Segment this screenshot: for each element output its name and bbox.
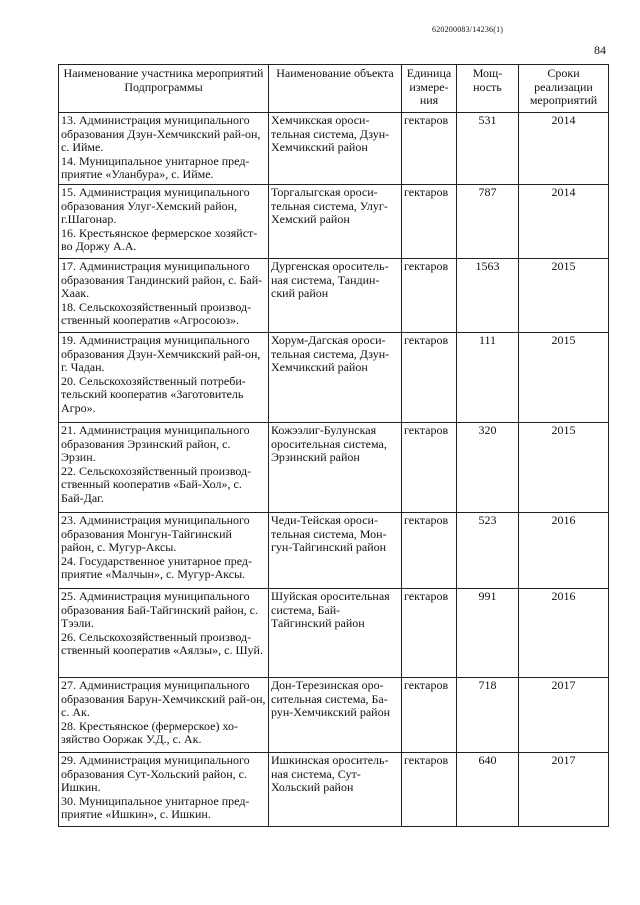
unit-cell: гектаров — [402, 333, 457, 423]
participant-entry: 21. Администрация муниципального образования Эрзинский район, с. Эрзин. — [61, 423, 250, 465]
participant-entry: 20. Сельскохозяйственный потреби-тельский кооператив «Заготовитель Агро». — [61, 373, 246, 415]
col-header-capacity: Мощ-ность — [457, 65, 519, 113]
capacity-cell: 111 — [457, 333, 519, 423]
participant-entry: 14. Муниципальное унитарное пред-приятие «Уланбура», с. Ийме. — [61, 153, 250, 182]
capacity-cell: 787 — [457, 185, 519, 259]
participant-entry: 28. Крестьянское (фермерское) хо-зяйство Ооржак У.Д., с. Ак. — [61, 718, 239, 747]
capacity-cell: 640 — [457, 753, 519, 827]
participant-entry: 29. Администрация муниципального образования Сут-Хольский район, с. Ишкин. — [61, 753, 250, 795]
table-row — [59, 259, 609, 333]
table-row — [59, 423, 609, 513]
capacity-cell: 1563 — [457, 259, 519, 333]
unit-cell: гектаров — [402, 423, 457, 513]
participant-entry: 15. Администрация муниципального образования Улуг-Хемский район, г.Шагонар. — [61, 185, 250, 227]
measures-table — [58, 64, 609, 827]
object-cell: Хорум-Дагская ороси-тельная система, Дзун-Хемчикский район — [269, 333, 402, 423]
object-cell: Кожээлиг-Булунская оросительная система, Эрзинский район — [269, 423, 402, 513]
object-cell: Дон-Терезинская оро-сительная система, Ба-рун-Хемчикский район — [269, 678, 402, 753]
participant-cell — [59, 513, 269, 589]
table-row — [59, 753, 609, 827]
participant-entry: 16. Крестьянское фермерское хозяйст-во Доржу А.А. — [61, 225, 258, 254]
unit-cell: гектаров — [402, 113, 457, 185]
col-header-participant: Наименование участника мероприятий Подпрограммы — [59, 65, 269, 113]
year-cell: 2015 — [519, 423, 609, 513]
table-row — [59, 185, 609, 259]
unit-cell: гектаров — [402, 678, 457, 753]
table-row — [59, 513, 609, 589]
capacity-cell: 718 — [457, 678, 519, 753]
participant-cell — [59, 589, 269, 678]
object-cell: Ишкинская ороситель-ная система, Сут-Хольский район — [269, 753, 402, 827]
participant-entry: 22. Сельскохозяйственный производ-ственный кооператив «Бай-Хол», с. Бай-Даг. — [61, 463, 252, 505]
object-cell: Хемчикская ороси-тельная система, Дзун-Хемчикский район — [269, 113, 402, 185]
participant-entry: 24. Государственное унитарное пред-приятие «Малчын», с. Мугур-Аксы. — [61, 553, 252, 582]
participant-cell — [59, 259, 269, 333]
object-cell: Шуйская оросительная система, Бай-Тайгинский район — [269, 589, 402, 678]
capacity-cell: 320 — [457, 423, 519, 513]
unit-cell: гектаров — [402, 259, 457, 333]
capacity-cell: 991 — [457, 589, 519, 678]
capacity-cell: 531 — [457, 113, 519, 185]
participant-cell — [59, 113, 269, 185]
object-cell: Чеди-Тейская ороси-тельная система, Мон-гун-Тайгинский район — [269, 513, 402, 589]
year-cell: 2014 — [519, 113, 609, 185]
page-number: 84 — [594, 43, 606, 57]
participant-cell — [59, 185, 269, 259]
col-header-object: Наименование объекта — [269, 65, 402, 113]
participant-cell — [59, 333, 269, 423]
participant-entry: 26. Сельскохозяйственный производ-ственный кооператив «Аялзы», с. Шуй. — [61, 629, 263, 658]
unit-cell: гектаров — [402, 753, 457, 827]
table-row — [59, 333, 609, 423]
year-cell: 2015 — [519, 333, 609, 423]
participant-entry: 18. Сельскохозяйственный производ-ственный кооператив «Агросоюз». — [61, 299, 252, 328]
participant-entry: 13. Администрация муниципального образования Дзун-Хемчикский рай-он, с. Ийме. — [61, 113, 261, 155]
table-row — [59, 113, 609, 185]
table-header-row — [59, 65, 609, 113]
participant-entry: 17. Администрация муниципального образования Тандинский район, с. Бай-Хаак. — [61, 259, 263, 301]
year-cell: 2014 — [519, 185, 609, 259]
year-cell: 2015 — [519, 259, 609, 333]
capacity-cell: 523 — [457, 513, 519, 589]
table-row — [59, 589, 609, 678]
document-code: 620200083/14236(1) — [432, 25, 504, 34]
unit-cell: гектаров — [402, 589, 457, 678]
participant-entry: 25. Администрация муниципального образования Бай-Тайгинский район, с. Тээли. — [61, 589, 258, 631]
participant-cell — [59, 753, 269, 827]
table-row — [59, 678, 609, 753]
col-header-unit: Единица измере-ния — [402, 65, 457, 113]
participant-entry: 23. Администрация муниципального образования Монгун-Тайгинский район, с. Мугур-Аксы. — [61, 513, 250, 555]
unit-cell: гектаров — [402, 185, 457, 259]
year-cell: 2017 — [519, 753, 609, 827]
participant-entry: 27. Администрация муниципального образования Барун-Хемчикский рай-он, с. Ак. — [61, 678, 266, 720]
participant-entry: 19. Администрация муниципального образования Дзун-Хемчикский рай-он, г. Чадан. — [61, 333, 261, 375]
object-cell: Дургенская ороситель-ная система, Тандин-ский район — [269, 259, 402, 333]
year-cell: 2016 — [519, 589, 609, 678]
participant-cell — [59, 423, 269, 513]
unit-cell: гектаров — [402, 513, 457, 589]
year-cell: 2017 — [519, 678, 609, 753]
participant-cell — [59, 678, 269, 753]
object-cell: Торгалыгская ороси-тельная система, Улуг-Хемский район — [269, 185, 402, 259]
participant-entry: 30. Муниципальное унитарное пред-приятие «Ишкин», с. Ишкин. — [61, 793, 250, 822]
year-cell: 2016 — [519, 513, 609, 589]
col-header-deadline: Сроки реализации мероприятий — [519, 65, 609, 113]
